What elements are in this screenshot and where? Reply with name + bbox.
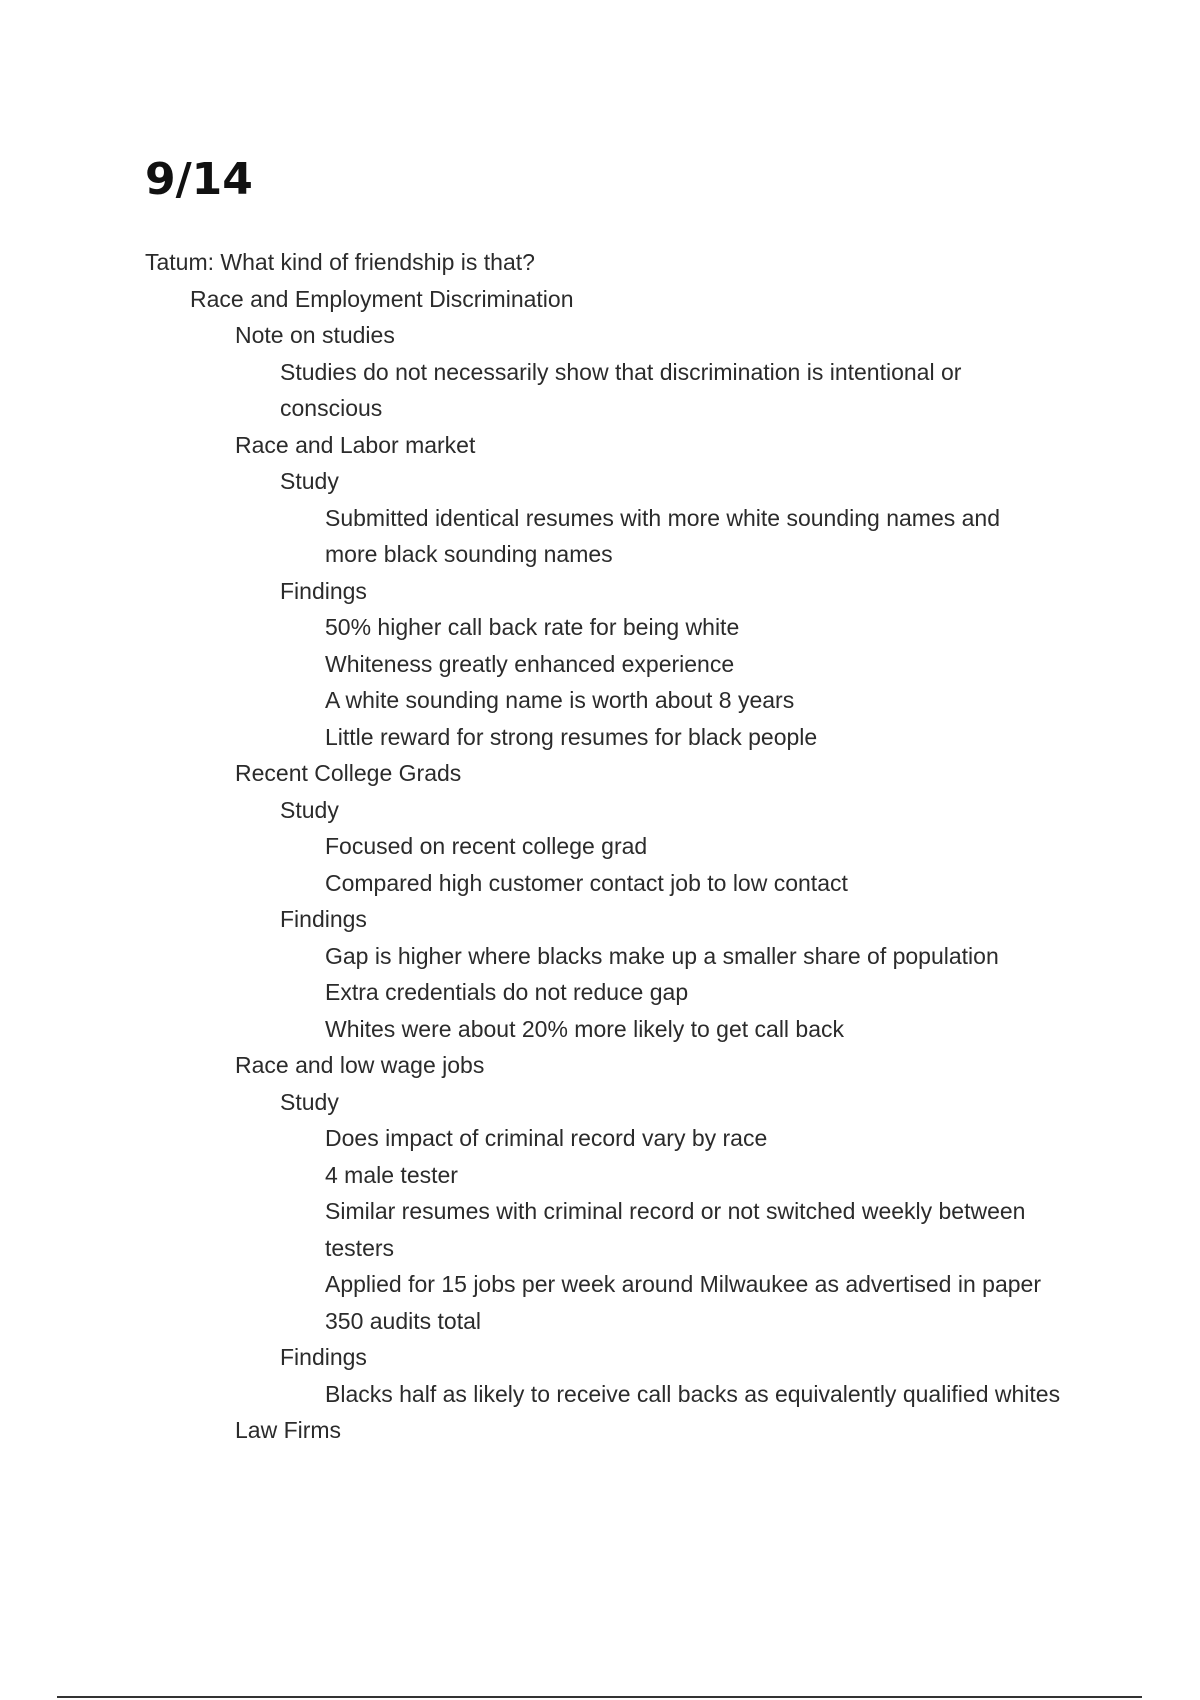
outline-item-heading: Findings bbox=[280, 906, 367, 932]
outline-item-detail: Submitted identical resumes with more white sounding names and more black sounding names bbox=[325, 504, 1001, 567]
outline-item-detail: Little reward for strong resumes for black people bbox=[325, 723, 818, 750]
outline-item-topic: Tatum: What kind of friendship is that? bbox=[145, 249, 535, 275]
outline-item-detail: Gap is higher where blacks make up a smaller share of population bbox=[325, 942, 999, 969]
outline-item-subsection: Law Firms bbox=[235, 1417, 342, 1443]
outline-item-heading: Findings bbox=[280, 1344, 367, 1370]
outline-item-detail: Whiteness greatly enhanced experience bbox=[325, 650, 735, 677]
outline-item-heading: Study bbox=[280, 796, 339, 823]
outline-item-detail: Extra credentials do not reduce gap bbox=[325, 979, 689, 1005]
outline-item-subsection: Note on studies bbox=[235, 322, 395, 348]
page-bottom-divider bbox=[57, 1696, 1142, 1698]
outline-item-heading: Study bbox=[280, 1088, 339, 1115]
page-title: 9/14 bbox=[145, 154, 253, 205]
outline-item-heading: Findings bbox=[280, 577, 367, 604]
outline-item-detail: Blacks half as likely to receive call backs as equivalently qualified whites bbox=[325, 1380, 1061, 1407]
notes-outline bbox=[145, 244, 1095, 1449]
outline-item-section: Race and Employment Discrimination bbox=[190, 285, 574, 312]
outline-item-subsection: Race and Labor market bbox=[235, 431, 476, 458]
outline-item-detail: 350 audits total bbox=[325, 1307, 482, 1334]
outline-item-heading: Study bbox=[280, 468, 339, 494]
outline-item-subsection: Race and low wage jobs bbox=[235, 1052, 485, 1078]
outline-item-detail: A white sounding name is worth about 8 years bbox=[325, 687, 795, 713]
outline-item-detail: 50% higher call back rate for being white bbox=[325, 614, 740, 640]
outline-item-detail: Similar resumes with criminal record or not switched weekly between testers bbox=[325, 1198, 1026, 1261]
outline-item-detail: 4 male tester bbox=[325, 1161, 458, 1188]
outline-item-detail: Applied for 15 jobs per week around Milwaukee as advertised in paper bbox=[325, 1271, 1041, 1297]
outline-item-detail: Compared high customer contact job to low contact bbox=[325, 869, 848, 896]
outline-item-detail: Whites were about 20% more likely to get call back bbox=[325, 1015, 845, 1042]
outline-item-detail: Does impact of criminal record vary by race bbox=[325, 1125, 768, 1151]
outline-item-subsection: Recent College Grads bbox=[235, 760, 462, 786]
outline-item-detail: Focused on recent college grad bbox=[325, 833, 648, 859]
outline-item-note: Studies do not necessarily show that discrimination is intentional or conscious bbox=[280, 358, 962, 421]
